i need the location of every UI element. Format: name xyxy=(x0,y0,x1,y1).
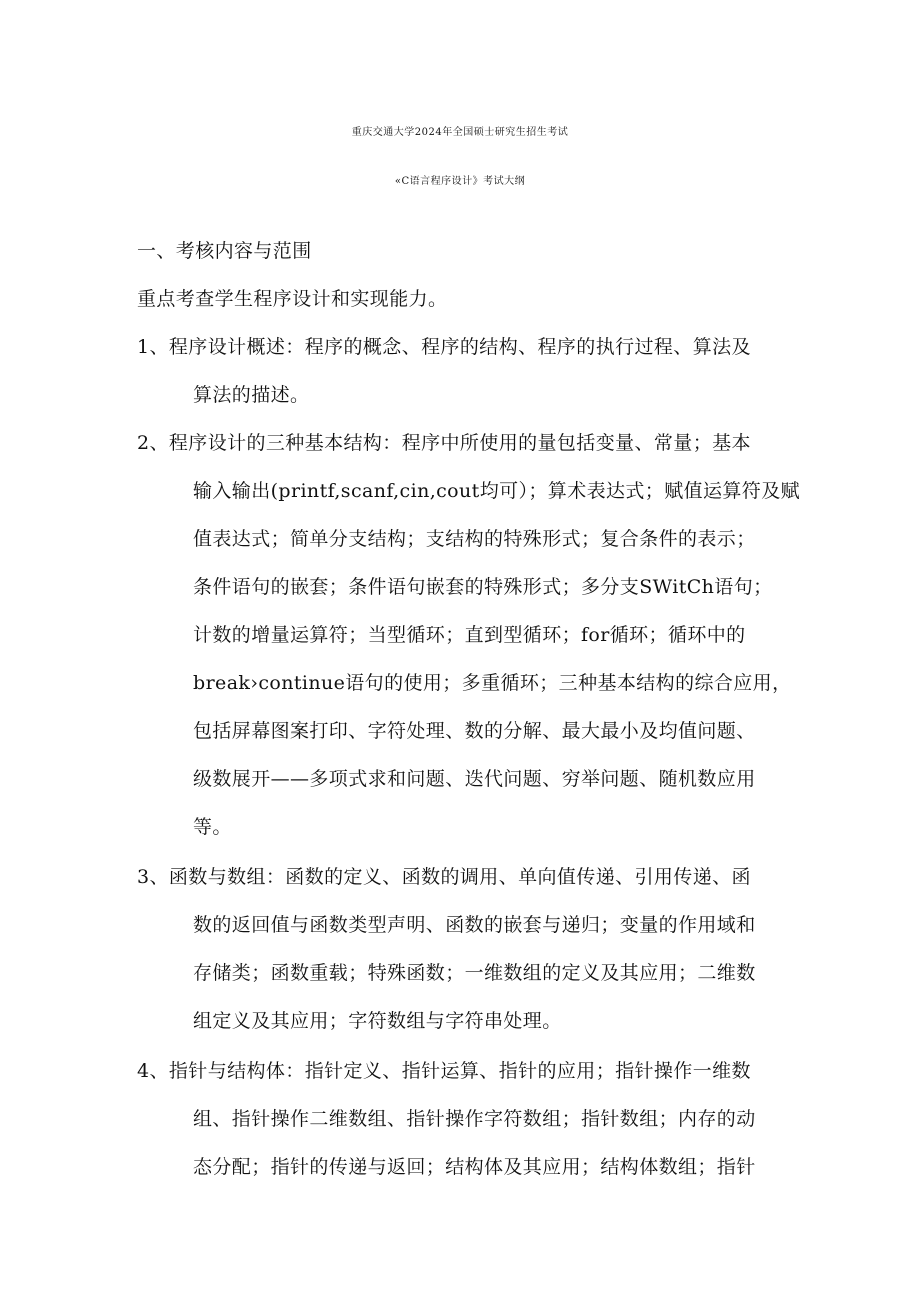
item-2-line-7: 包括屏幕图案打印、字符处理、数的分解、最大最小及均值问题、 xyxy=(193,720,756,742)
item-2-line-9: 等。 xyxy=(193,816,232,838)
document-title-line-1: 重庆交通大学2024年全国硕士研究生招生考试 xyxy=(351,127,569,138)
item-2-line-2: 输入输出(printf,scanf,cin,cout均可）；算术表达式；赋值运算符及赋 xyxy=(193,480,800,502)
item-2-line-1: 2、程序设计的三种基本结构：程序中所使用的量包括变量、常量；基本 xyxy=(137,432,751,454)
item-2-line-3: 值表达式；简单分支结构；支结构的特殊形式；复合条件的表示； xyxy=(193,528,756,550)
item-3-line-4: 组定义及其应用；字符数组与字符串处理。 xyxy=(193,1010,562,1032)
item-3-line-3: 存储类；函数重载；特殊函数；一维数组的定义及其应用；二维数 xyxy=(193,962,756,984)
intro-paragraph: 重点考查学生程序设计和实现能力。 xyxy=(137,288,448,310)
item-3-line-2: 数的返回值与函数类型声明、函数的嵌套与递归；变量的作用域和 xyxy=(193,914,756,936)
item-4-line-3: 态分配；指针的传递与返回；结构体及其应用；结构体数组；指针 xyxy=(193,1156,756,1178)
item-4-line-1: 4、指针与结构体：指针定义、指针运算、指针的应用；指针操作一维数 xyxy=(137,1060,751,1082)
item-1-line-1: 1、程序设计概述：程序的概念、程序的结构、程序的执行过程、算法及 xyxy=(137,336,751,358)
item-2-line-6: break›continue语句的使用；多重循环；三种基本结构的综合应用， xyxy=(193,672,792,694)
item-2-line-8: 级数展开——多项式求和问题、迭代问题、穷举问题、随机数应用 xyxy=(193,768,756,790)
section-heading: 一、考核内容与范围 xyxy=(137,240,312,262)
document-title-line-2: «C语言程序设计》考试大纲 xyxy=(394,176,526,187)
item-3-line-1: 3、函数与数组：函数的定义、函数的调用、单向值传递、引用传递、函 xyxy=(137,866,751,888)
item-4-line-2: 组、指针操作二维数组、指针操作字符数组；指针数组；内存的动 xyxy=(193,1108,756,1130)
item-2-line-5: 计数的增量运算符；当型循环；直到型循环；for循环；循环中的 xyxy=(193,624,746,646)
item-2-line-4: 条件语句的嵌套；条件语句嵌套的特殊形式；多分支SWitCh语句； xyxy=(193,576,773,598)
item-1-line-2: 算法的描述。 xyxy=(193,384,310,406)
